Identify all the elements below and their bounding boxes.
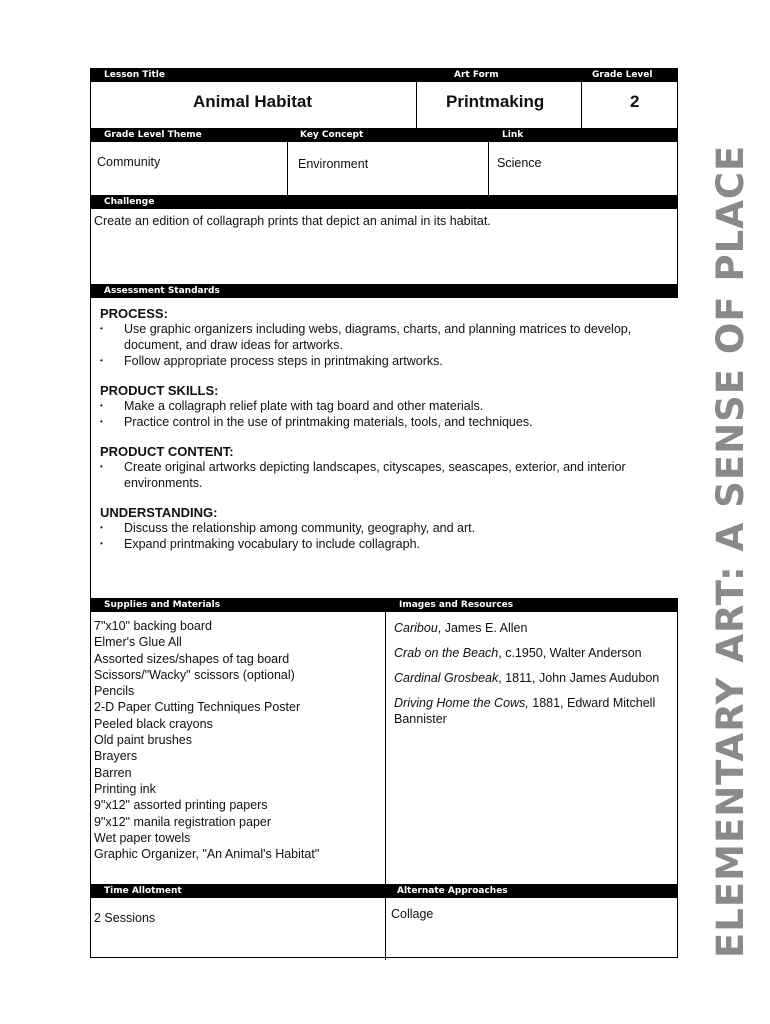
- theme-label-bar: [90, 128, 678, 142]
- grade-level-label: Grade Level: [592, 70, 653, 80]
- supplies-list: [94, 618, 319, 862]
- supply-item: Wet paper towels: [94, 830, 191, 845]
- process-item: • Use graphic organizers including webs, diagrams, charts, and planning matrices to develop, document, and draw ideas for artworks.: [100, 321, 676, 353]
- assessment-label: Assessment Standards: [104, 286, 220, 296]
- time-value: 2 Sessions: [94, 911, 156, 925]
- side-banner: ELEMENTARY ART: A SENSE OF PLACE: [709, 144, 752, 958]
- alternate-value: Collage: [391, 907, 434, 921]
- challenge-label-bar: [90, 195, 678, 209]
- challenge-label: Challenge: [104, 197, 155, 207]
- supply-item: 9"x12" assorted printing papers: [94, 798, 268, 813]
- link-label: Link: [502, 130, 524, 140]
- supply-item: Brayers: [94, 749, 138, 764]
- product-content-item: • Create original artworks depicting landscapes, cityscapes, seascapes, exterior, and interior environments.: [100, 459, 676, 491]
- lesson-title: Animal Habitat: [193, 92, 313, 111]
- resources-list: [394, 620, 674, 736]
- time-label: Time Allotment: [104, 886, 182, 896]
- supplies-label: Supplies and Materials: [104, 600, 221, 610]
- supply-item: Barren: [94, 765, 132, 780]
- supply-item: Scissors/"Wacky" scissors (optional): [94, 667, 295, 682]
- resource-item: Caribou, James E. Allen: [394, 621, 528, 635]
- supply-item: 9"x12" manila registration paper: [94, 814, 272, 829]
- link: Science: [497, 156, 542, 170]
- product-content-heading: PRODUCT CONTENT:: [100, 444, 234, 459]
- key-concept: Environment: [298, 157, 369, 171]
- assessment-label-bar: [90, 284, 678, 298]
- lesson-title-label: Lesson Title: [104, 70, 165, 80]
- grade-level: 2: [630, 92, 640, 111]
- art-form: Printmaking: [446, 92, 545, 111]
- supply-item: Old paint brushes: [94, 733, 192, 748]
- understanding-item: • Expand printmaking vocabulary to include collagraph.: [100, 536, 676, 552]
- product-skills-item: • Make a collagraph relief plate with tag board and other materials.: [100, 398, 676, 414]
- supply-item: Printing ink: [94, 781, 156, 796]
- understanding-section: [100, 505, 676, 552]
- understanding-heading: UNDERSTANDING:: [100, 505, 218, 520]
- product-skills-item: • Practice control in the use of printmaking materials, tools, and techniques.: [100, 414, 676, 430]
- product-skills-section: [100, 383, 676, 430]
- supply-item: Assorted sizes/shapes of tag board: [94, 651, 290, 666]
- supply-item: 7"x10" backing board: [94, 619, 212, 633]
- process-item: • Follow appropriate process steps in printmaking artworks.: [100, 353, 676, 369]
- challenge-text: Create an edition of collagraph prints that depict an animal in its habitat.: [94, 214, 491, 228]
- product-content-section: [100, 444, 676, 491]
- resource-item: Crab on the Beach, c.1950, Walter Anderson: [394, 646, 642, 660]
- grade-level-theme: Community: [97, 155, 161, 169]
- supply-item: Pencils: [94, 684, 135, 699]
- supply-item: 2-D Paper Cutting Techniques Poster: [94, 700, 301, 715]
- supply-item: Graphic Organizer, "An Animal's Habitat": [94, 847, 320, 862]
- grade-level-theme-label: Grade Level Theme: [104, 130, 202, 140]
- header-label-bar: [90, 68, 678, 82]
- assessment-standards: [100, 306, 676, 552]
- understanding-item: • Discuss the relationship among community, geography, and art.: [100, 520, 676, 536]
- resource-item: Cardinal Grosbeak, 1811, John James Audubon: [394, 671, 660, 685]
- alternate-label: Alternate Approaches: [397, 886, 508, 896]
- resources-label: Images and Resources: [399, 600, 514, 610]
- supply-item: Peeled black crayons: [94, 716, 213, 731]
- supplies-label-bar: [90, 598, 678, 612]
- time-label-bar: [90, 884, 678, 898]
- art-form-label: Art Form: [454, 70, 499, 80]
- process-section: [100, 306, 676, 369]
- resource-item: Driving Home the Cows, 1881, Edward Mitchell Bannister: [394, 696, 656, 726]
- key-concept-label: Key Concept: [300, 130, 364, 140]
- supply-item: Elmer's Glue All: [94, 635, 182, 650]
- product-skills-heading: PRODUCT SKILLS:: [100, 383, 219, 398]
- process-heading: PROCESS:: [100, 306, 168, 321]
